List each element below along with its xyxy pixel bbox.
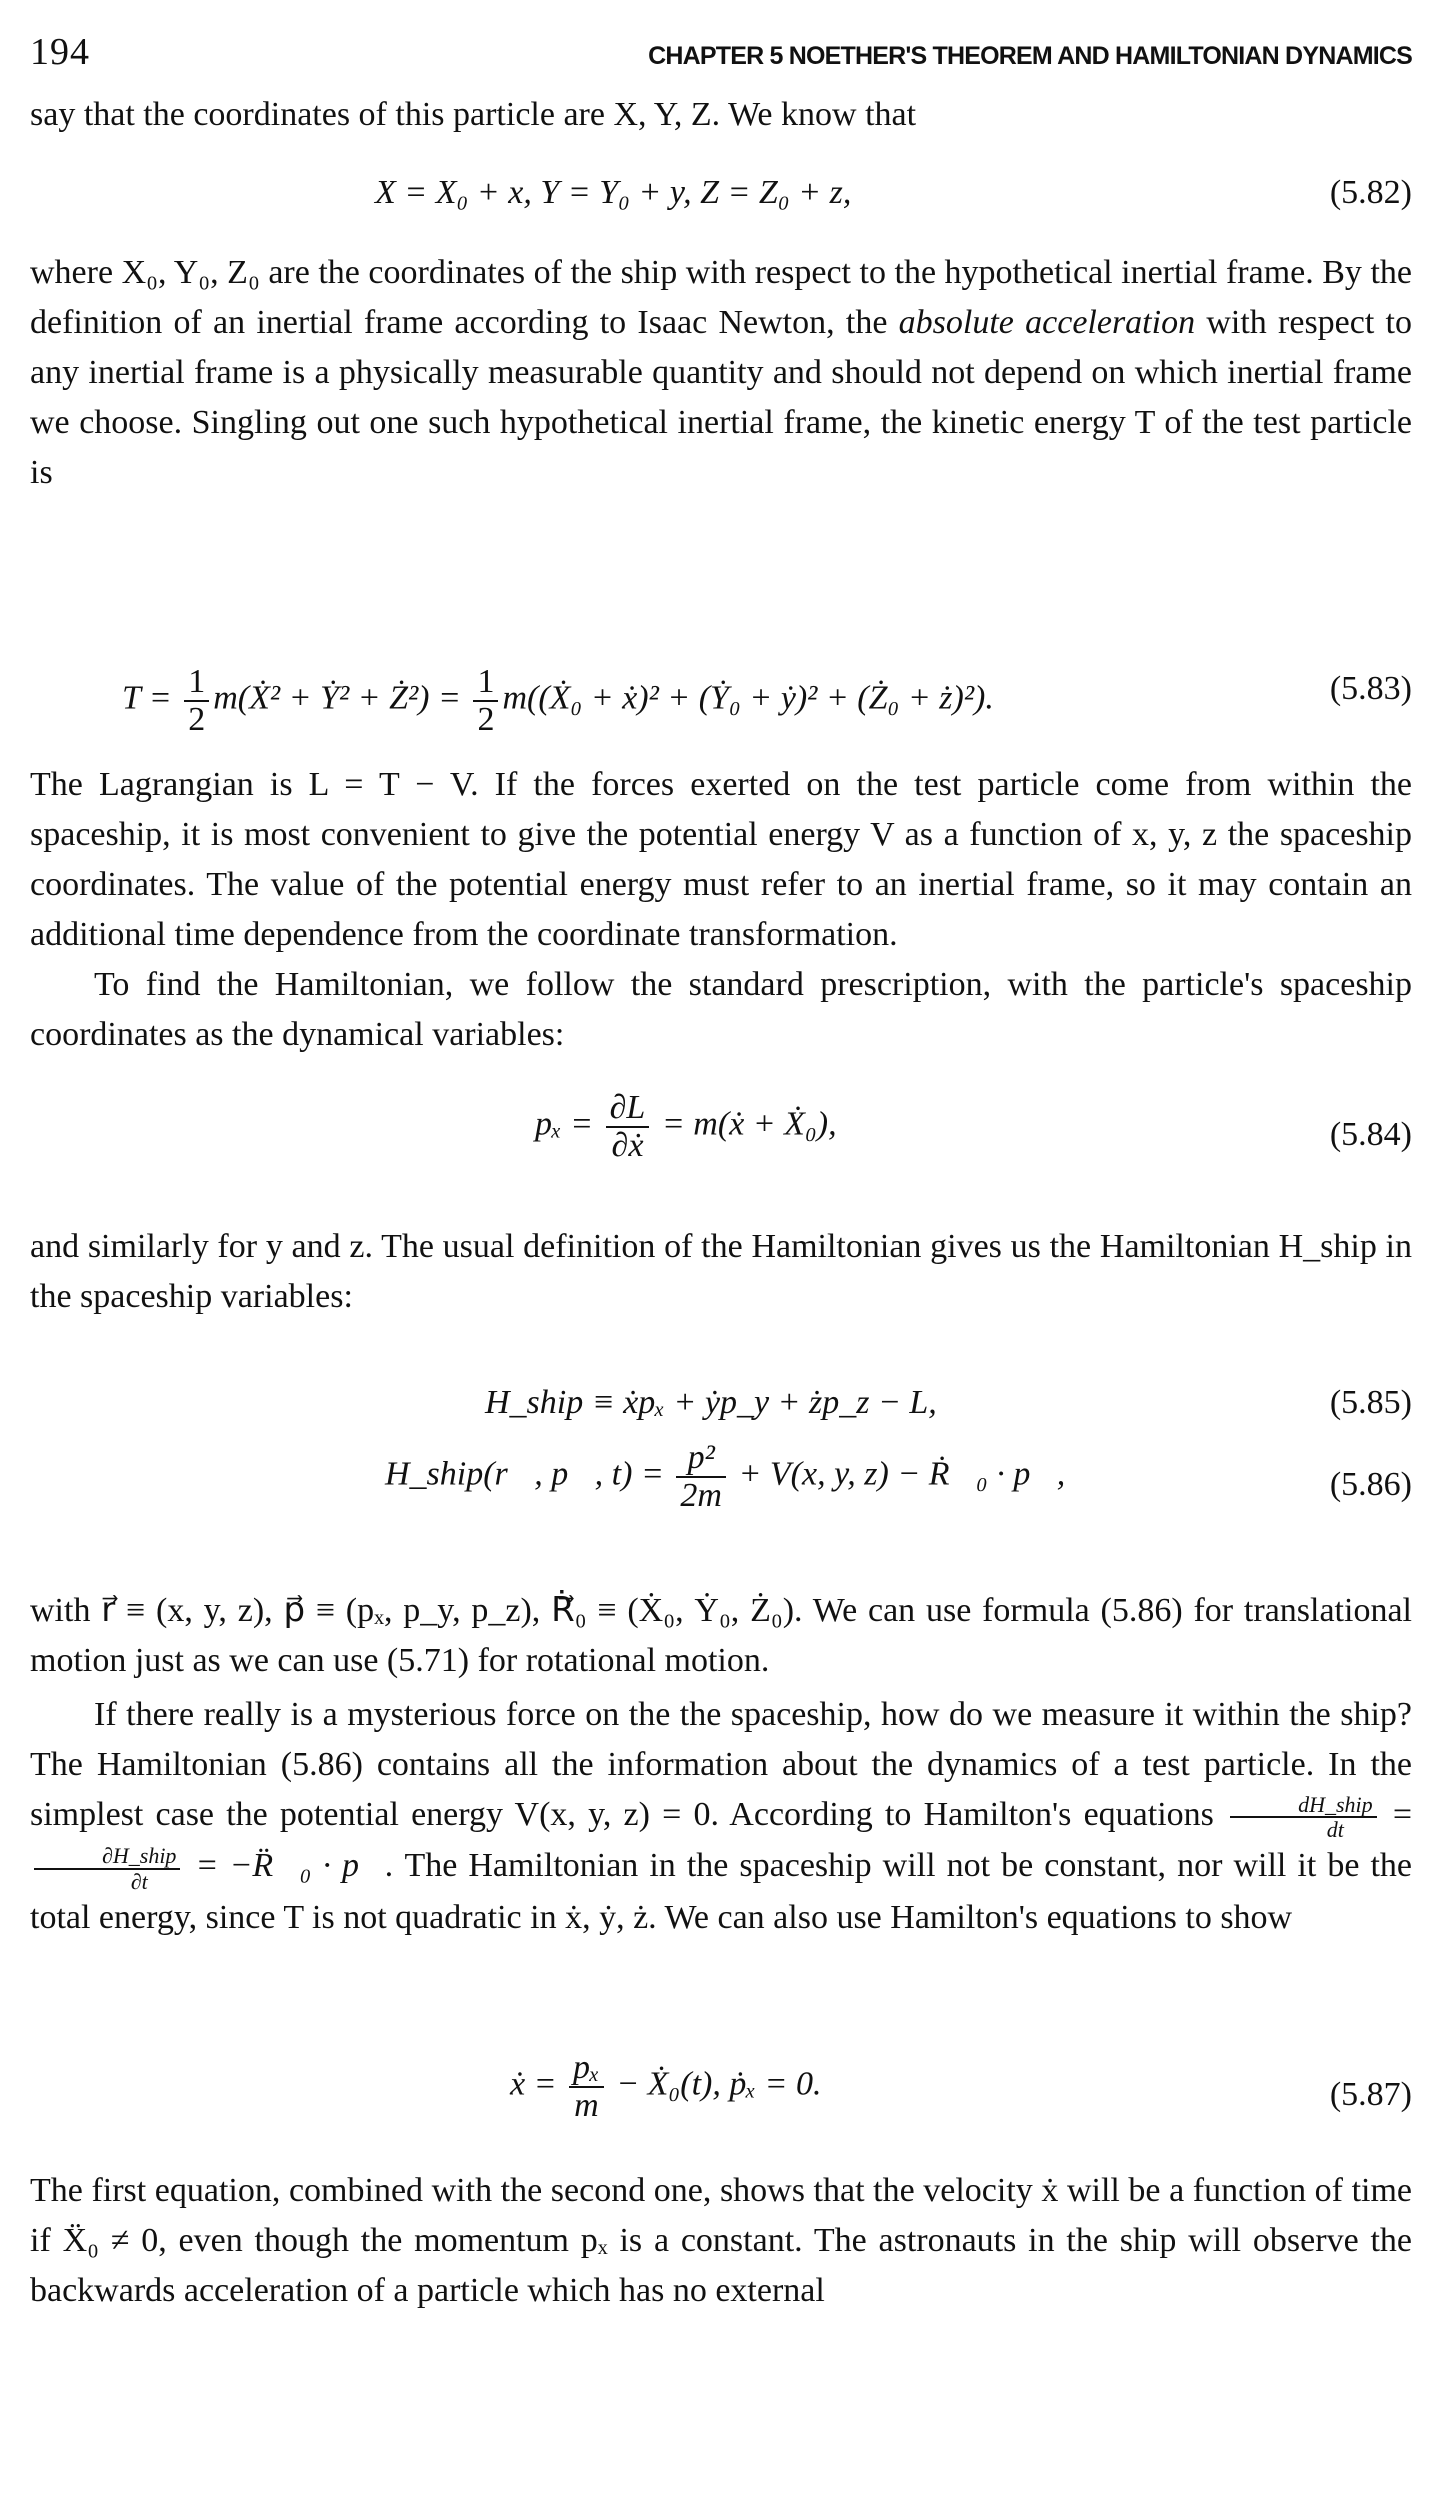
fraction-numerator: 1: [473, 664, 498, 702]
equation-lhs: ẋ =: [510, 2065, 557, 2103]
equation-body: [535, 1090, 837, 1163]
paragraph-5: and similarly for y and z. The usual definition of the Hamiltonian gives us the Hamiltonian H_ship in the spaceship variables:: [30, 1228, 1412, 1315]
fraction-numerator: ∂L: [606, 1090, 650, 1128]
equation-body: [385, 1440, 1065, 1513]
fraction-one-half: [184, 664, 209, 737]
paragraph-2-text-a: where X₀, Y₀, Z₀ are the coordinates of the ship with respect to the hypothetical inertial frame. By the definition of an inertial frame according to Isaac Newton, the: [30, 254, 1412, 341]
equation-lhs: H_ship(r⃗, p⃗, t) =: [385, 1455, 664, 1493]
paragraph-3: The Lagrangian is L = T − V. If the forces exerted on the test particle come from within the spaceship, it is most convenient to give the potential energy V as a function of x, y, z the spaceship coordinates. The value of the potential energy must refer to an inertial frame, so it may contain an additional time dependence from the coordinate transformation.: [30, 766, 1412, 953]
fraction-numerator: 1: [184, 664, 209, 702]
fraction-denominator: ∂ẋ: [611, 1126, 644, 1164]
fraction-dH-dt: [1230, 1793, 1377, 1841]
fraction-numerator: p²: [676, 1440, 726, 1478]
running-head: CHAPTER 5 NOETHER'S THEOREM AND HAMILTONIAN DYNAMICS: [648, 42, 1412, 70]
paragraph-6: with r⃗ ≡ (x, y, z), p⃗ ≡ (pₓ, p_y, p_z), Ṙ⃗₀ ≡ (Ẋ₀, Ẏ₀, Ż₀). We can use formula (5.86) for translational motion just as we can use (5.71) for rotational motion.: [30, 1592, 1412, 1679]
equation-number: (5.82): [1329, 174, 1412, 211]
inline-equation-rhs: = −R̈⃗₀ · p⃗.: [195, 1847, 394, 1885]
equation-body: H_ship ≡ ẋpₓ + ẏp_y + żp_z − L,: [485, 1384, 937, 1421]
fraction-denominator: 2m: [680, 1476, 722, 1514]
fraction-numerator: dH_ship: [1230, 1793, 1377, 1818]
equation-5-84: [30, 1090, 1412, 1180]
equation-number: (5.84): [1329, 1116, 1412, 1153]
paragraph-4: To find the Hamiltonian, we follow the standard prescription, with the particle's spaceship coordinates as the dynamical variables:: [30, 966, 1412, 1053]
equation-lhs: pₓ =: [535, 1105, 594, 1143]
equation-5-87: [30, 2050, 1412, 2140]
equation-5-83: [30, 650, 1412, 738]
equation-body: [122, 664, 994, 737]
equation-5-86: [30, 1440, 1412, 1530]
paragraph-8: The first equation, combined with the second one, shows that the velocity ẋ will be a function of time if Ẍ₀ ≠ 0, even though the momentum pₓ is a constant. The astronauts in the ship will observe the backwards acceleration of a particle which has no external: [30, 2172, 1412, 2309]
paragraph-2: [30, 248, 1412, 498]
fraction-one-half-2: [473, 664, 498, 737]
fraction-denominator: 2: [477, 700, 495, 738]
equation-number: (5.85): [1329, 1384, 1412, 1421]
equation-rhs: m((Ẋ₀ + ẋ)² + (Ẏ₀ + ẏ)² + (Ż₀ + ż)²).: [502, 679, 994, 717]
book-page: [30, 0, 1412, 2504]
equation-body: [510, 2050, 821, 2123]
fraction-partialH-partialt: [34, 1844, 180, 1892]
fraction-numerator: ∂H_ship: [34, 1844, 180, 1869]
paragraph-1: say that the coordinates of this particle are X, Y, Z. We know that: [30, 96, 917, 133]
equation-number: (5.87): [1329, 2076, 1412, 2113]
fraction-denominator: 2: [188, 700, 206, 738]
equation-rhs: = m(ẋ + Ẋ₀),: [661, 1105, 837, 1143]
page-header: [30, 30, 1412, 80]
equation-rhs: − Ẋ₀(t), ṗₓ = 0.: [616, 2065, 822, 2103]
fraction-numerator: pₓ: [569, 2050, 604, 2088]
fraction-denominator: ∂t: [130, 1868, 148, 1894]
equation-rhs: + V(x, y, z) − Ṙ⃗₀ · p⃗,: [738, 1455, 1066, 1493]
equals-sign: =: [1392, 1796, 1413, 1833]
equation-number: (5.83): [1329, 670, 1412, 707]
equation-middle: m(Ẋ² + Ẏ² + Ż²) =: [213, 679, 461, 717]
page-number: 194: [30, 31, 90, 73]
fraction-denominator: dt: [1326, 1817, 1344, 1843]
fraction-p2-2m: [676, 1440, 726, 1513]
equation-number: (5.86): [1329, 1466, 1412, 1503]
equation-lhs: T =: [122, 679, 172, 717]
paragraph-7-text-b: The Hamiltonian in the spaceship will not be constant, nor will it be the total energy, since T is not quadratic in ẋ, ẏ, ż. We can also use Hamilton's equations to show: [30, 1847, 1412, 1936]
paragraph-7: [30, 1690, 1412, 1943]
emphasis-absolute-acceleration: absolute acceleration: [898, 304, 1196, 341]
paragraph-2-text-b: with respect to any inertial frame is a physically measurable quantity and should not depend on which inertial frame we choose. Singling out one such hypothetical inertial frame, the kinetic energy T of the test particle is: [30, 304, 1412, 491]
fraction-dL-dxdot: [606, 1090, 650, 1163]
fraction-px-m: [569, 2050, 604, 2123]
fraction-denominator: m: [574, 2086, 599, 2124]
equation-body: X = X₀ + x, Y = Y₀ + y, Z = Z₀ + z,: [375, 174, 852, 211]
paragraph-7-text-a: If there really is a mysterious force on the the spaceship, how do we measure it within the ship? The Hamiltonian (5.86) contains all the information about the dynamics of a test particle. In the simplest case the potential energy V(x, y, z) = 0. According to Hamilton's equations: [30, 1696, 1412, 1833]
